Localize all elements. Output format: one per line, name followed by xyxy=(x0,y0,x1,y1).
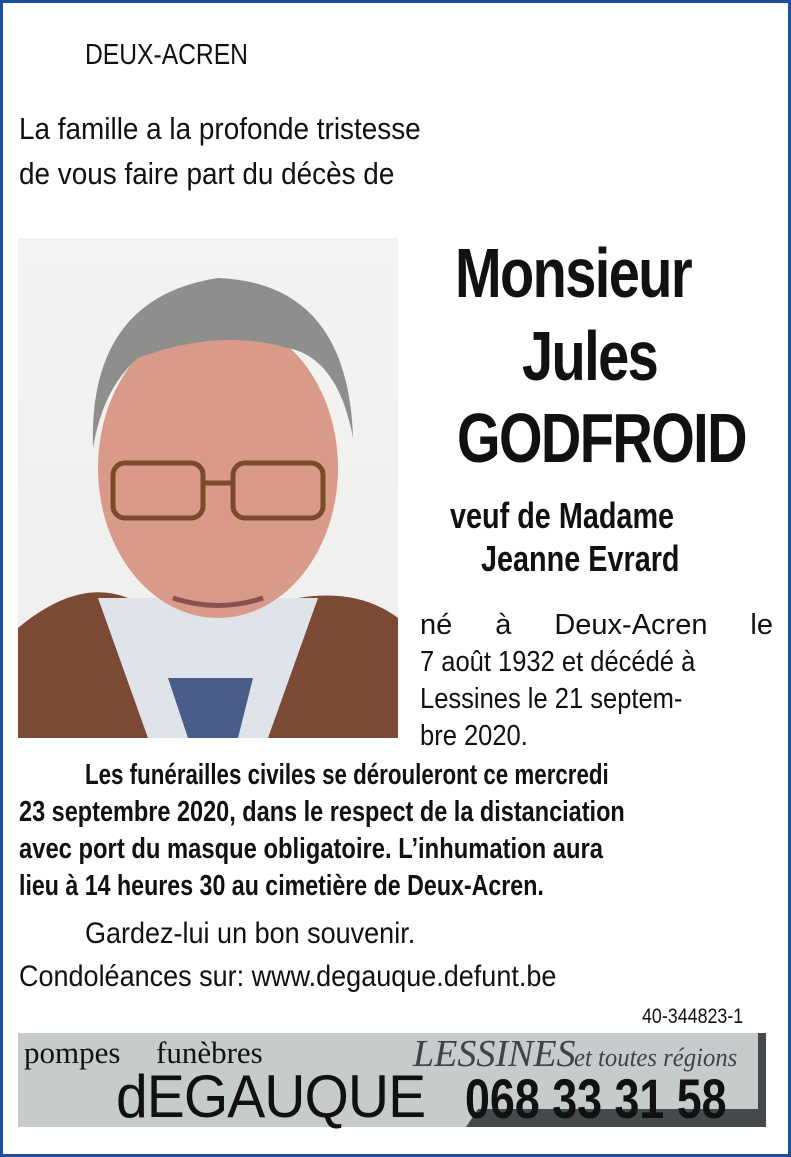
closing-text: Gardez-lui un bon souvenir. xyxy=(85,917,416,950)
title-line: Monsieur xyxy=(455,234,692,312)
ad-regions: et toutes régions xyxy=(574,1043,738,1072)
intro-line: de vous faire part du décès de xyxy=(19,156,395,191)
funeral-line: 23 septembre 2020, dans le respect de la distanciation xyxy=(19,796,625,828)
birth-line: Lessines le 21 septem- xyxy=(420,683,683,715)
portrait-photo xyxy=(18,238,398,738)
last-name: GODFROID xyxy=(457,399,746,477)
spouse-line: veuf de Madame xyxy=(450,495,675,536)
reference-number: 40-344823-1 xyxy=(642,1005,744,1028)
funeral-line: Les funérailles civiles se dérouleront ce mercredi xyxy=(85,759,609,791)
ad-brand-logo: dEGAUQUE xyxy=(116,1063,426,1130)
ad-city: LESSINES xyxy=(413,1033,576,1075)
locality: DEUX-ACREN xyxy=(85,39,248,71)
funeral-line: lieu à 14 heures 30 au cimetière de Deux-Acren. xyxy=(19,870,544,902)
ad-phone[interactable]: 068 33 31 58 xyxy=(465,1067,727,1130)
intro-line: La famille a la profonde tristesse xyxy=(19,111,421,146)
funeral-home-ad xyxy=(18,1033,766,1130)
funeral-line: avec port du masque obligatoire. L’inhumation aura xyxy=(19,833,604,865)
spouse-line: Jeanne Evrard xyxy=(481,538,680,579)
ad-funebres: funèbres xyxy=(156,1035,263,1070)
ad-pompes: pompes xyxy=(24,1035,121,1070)
portrait-illustration xyxy=(18,238,398,738)
birth-line: bre 2020. xyxy=(420,720,528,752)
birth-line: 7 août 1932 et décédé à xyxy=(420,646,696,678)
condolences-link[interactable]: Condoléances sur: www.degauque.defunt.be xyxy=(19,960,557,993)
birth-line: né à Deux-Acren le xyxy=(420,609,773,641)
first-name: Jules xyxy=(522,317,658,395)
